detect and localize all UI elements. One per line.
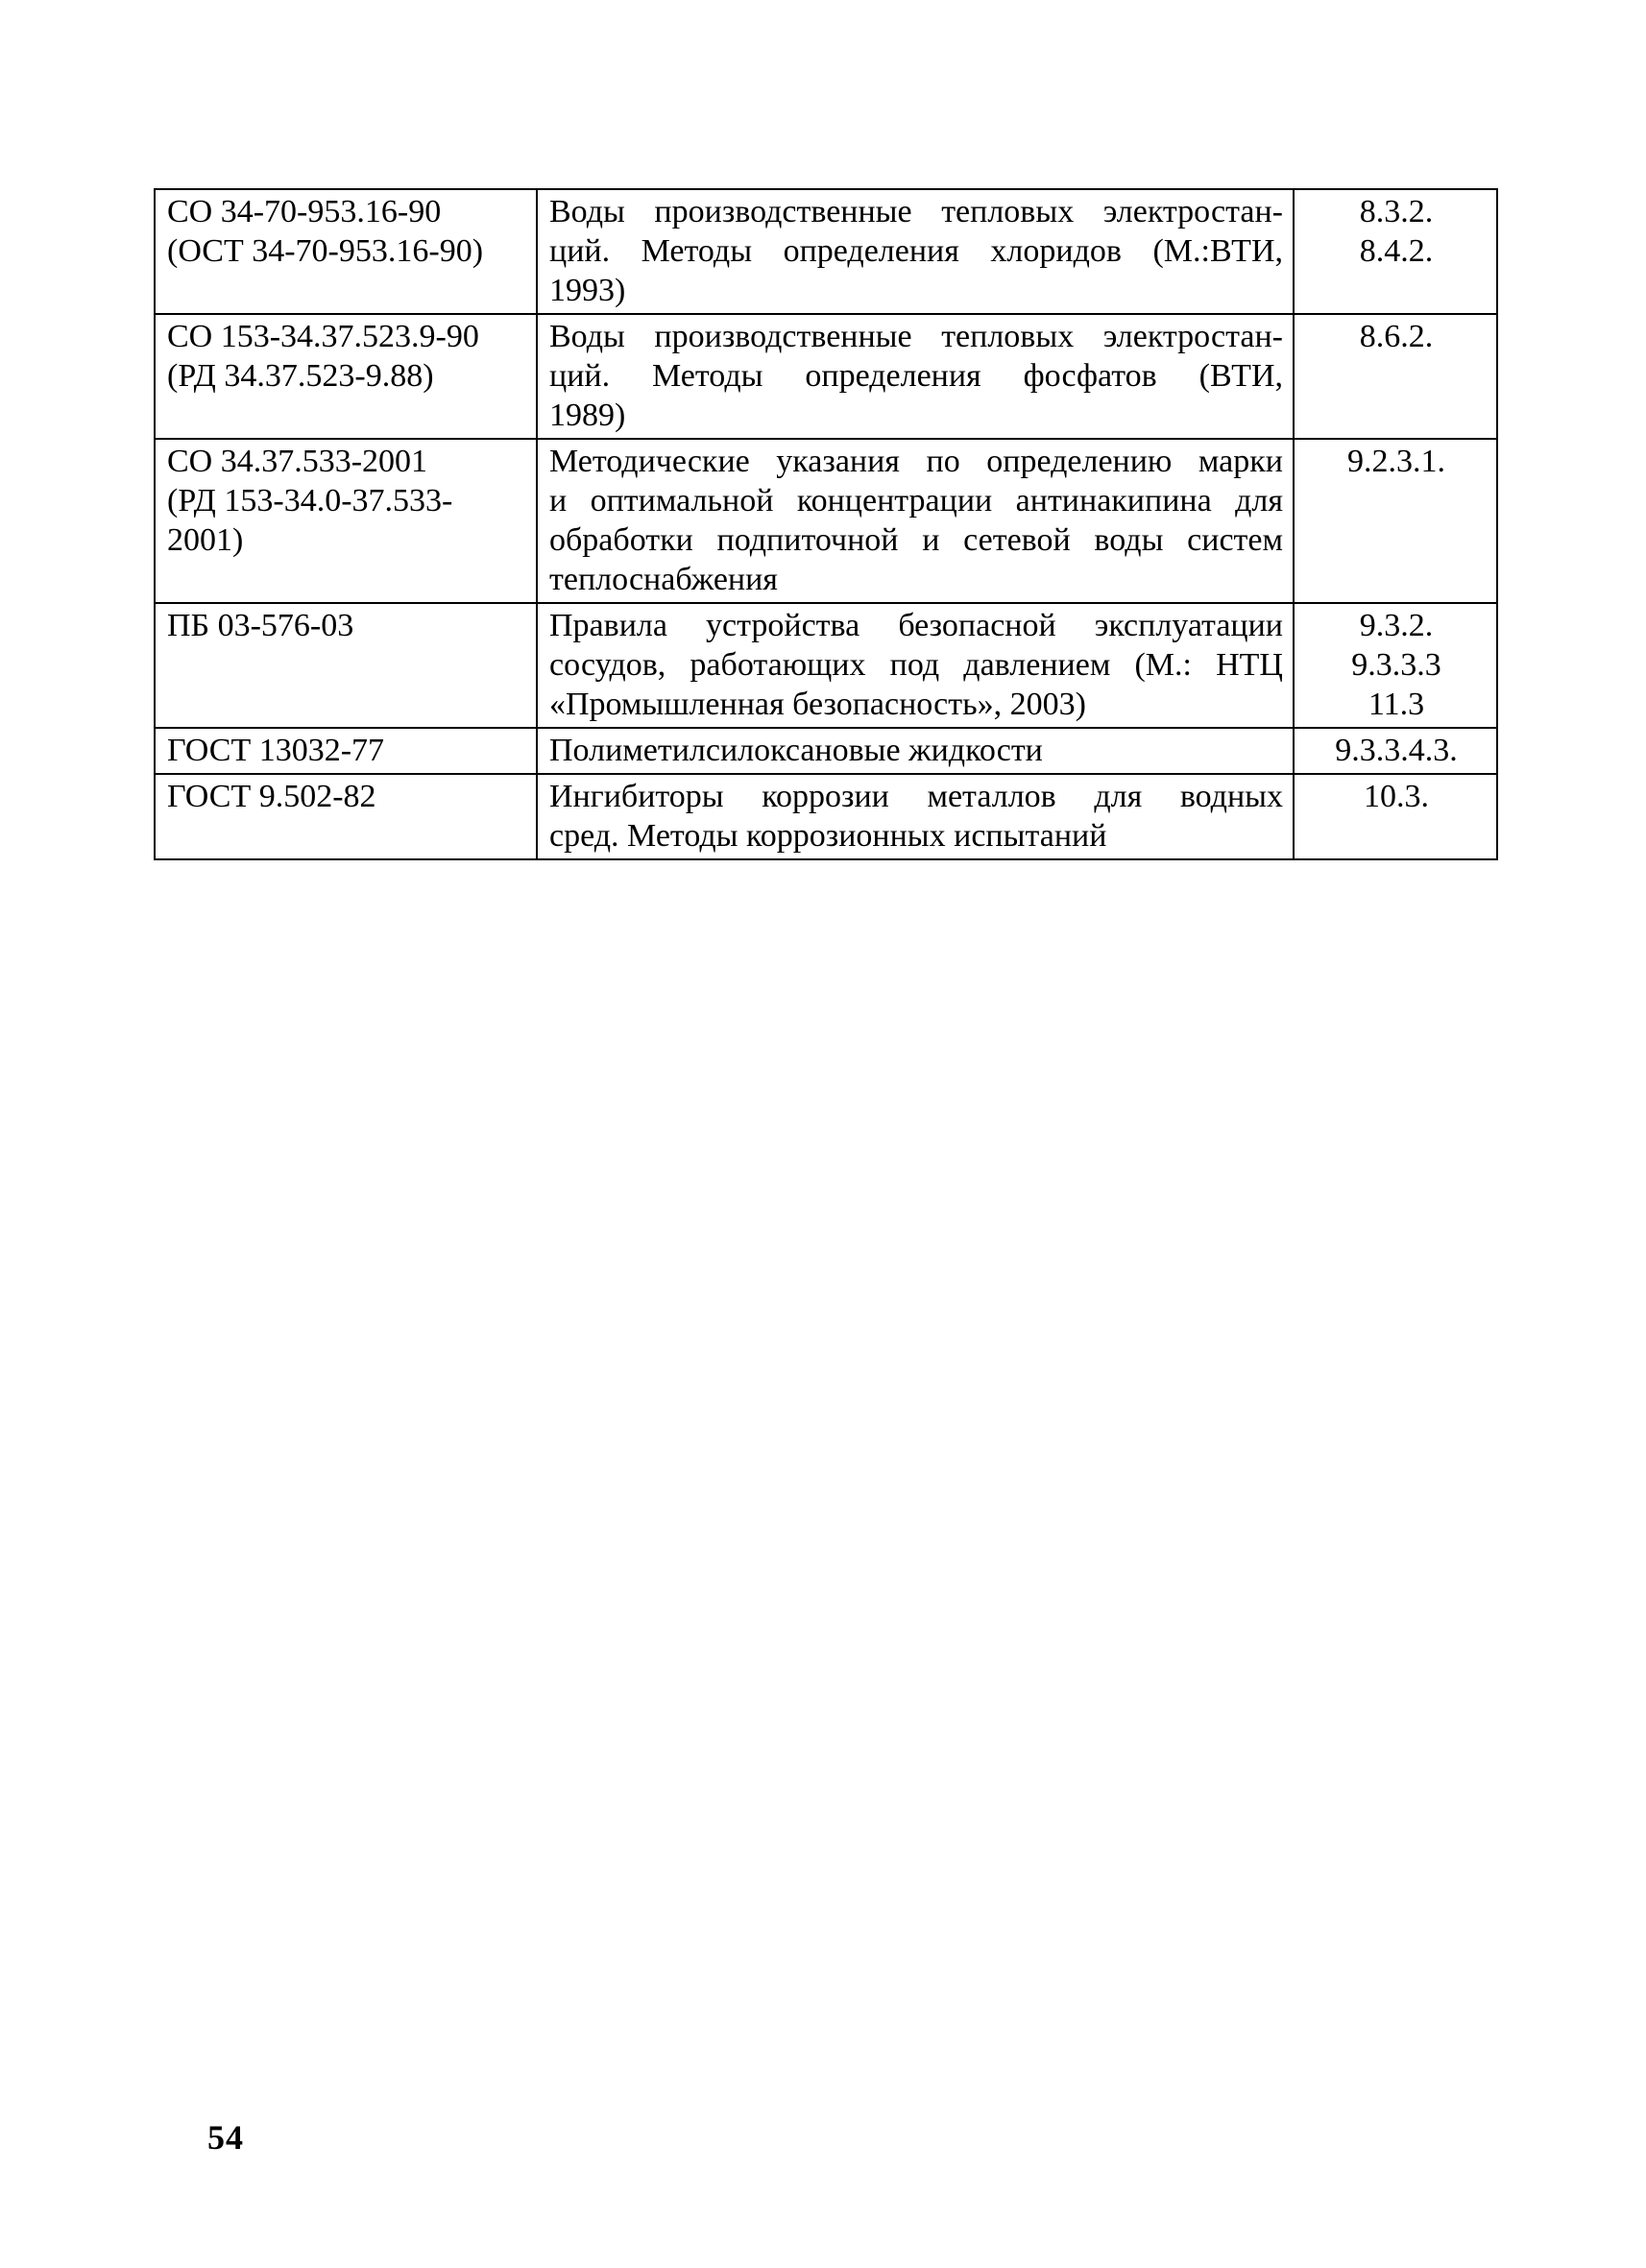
clause-number: 9.3.3.3 [1351,647,1441,683]
document-code-line: (ОСТ 34-70-953.16-90) [167,233,484,269]
clause-number: 9.2.3.1. [1347,444,1445,479]
document-title-line: теплоснабжения [549,562,778,597]
document-code-cell [155,603,537,728]
clause-number: 8.4.2. [1359,233,1434,269]
table-row [155,603,1497,728]
clause-number: 9.3.3.4.3. [1335,733,1458,768]
document-title-cell [537,728,1294,774]
table-body [155,189,1497,859]
page-number: 54 [207,2118,244,2157]
document-title-line: Воды производственные тепловых электростан- [549,194,1283,229]
document-title-line: сред. Методы коррозионных испытаний [549,818,1107,854]
clause-number: 8.6.2. [1359,319,1434,354]
document-title-cell [537,603,1294,728]
table-row [155,774,1497,859]
table-row [155,728,1497,774]
clause-number: 8.3.2. [1359,194,1434,229]
document-code-cell [155,774,537,859]
clause-reference-cell [1294,439,1497,603]
document-title-line: «Промышленная безопасность», 2003) [549,687,1086,722]
clause-reference-cell [1294,189,1497,314]
document-title-line: Методические указания по определению марки [549,444,1283,479]
document-title-line: 1993) [549,273,626,308]
document-title-line: сосудов, работающих под давлением (М.: НТЦ [549,647,1283,683]
document-title-line: обработки подпиточной и сетевой воды систем [549,522,1283,558]
document-code-line: СО 34-70-953.16-90 [167,194,442,229]
clause-number: 11.3 [1368,687,1425,722]
document-title-line: Правила устройства безопасной эксплуатации [549,608,1283,643]
document-code-cell [155,439,537,603]
document-code-cell [155,728,537,774]
table-row [155,439,1497,603]
document-title-line: и оптимальной концентрации антинакипина для [549,483,1283,519]
document-title-line: ций. Методы определения хлоридов (М.:ВТИ, [549,233,1283,269]
document-title-line: Ингибиторы коррозии металлов для водных [549,779,1283,814]
document-title-cell [537,774,1294,859]
document-title-line: Полиметилсилоксановые жидкости [549,733,1043,768]
document-code-line: СО 153-34.37.523.9-90 [167,319,479,354]
table-row [155,314,1497,439]
clause-reference-cell [1294,774,1497,859]
document-title-line: Воды производственные тепловых электростан- [549,319,1283,354]
document-code-cell [155,314,537,439]
document-code-line: ПБ 03-576-03 [167,608,354,643]
document-code-line: СО 34.37.533-2001 [167,444,428,479]
document-title-cell [537,439,1294,603]
document-title-cell [537,314,1294,439]
clause-reference-cell [1294,728,1497,774]
clause-number: 10.3. [1364,779,1429,814]
table-row [155,189,1497,314]
document-title-line: ций. Методы определения фосфатов (ВТИ, [549,358,1283,394]
document-code-cell [155,189,537,314]
document-code-line: (РД 34.37.523-9.88) [167,358,434,394]
document-code-line: 2001) [167,522,244,558]
document-code-line: ГОСТ 9.502-82 [167,779,376,814]
document-title-line: 1989) [549,398,626,433]
clause-reference-cell [1294,603,1497,728]
normative-references-table [154,188,1498,860]
document-code-line: ГОСТ 13032-77 [167,733,385,768]
clause-number: 9.3.2. [1359,608,1434,643]
clause-reference-cell [1294,314,1497,439]
document-code-line: (РД 153-34.0-37.533- [167,483,453,519]
document-title-cell [537,189,1294,314]
